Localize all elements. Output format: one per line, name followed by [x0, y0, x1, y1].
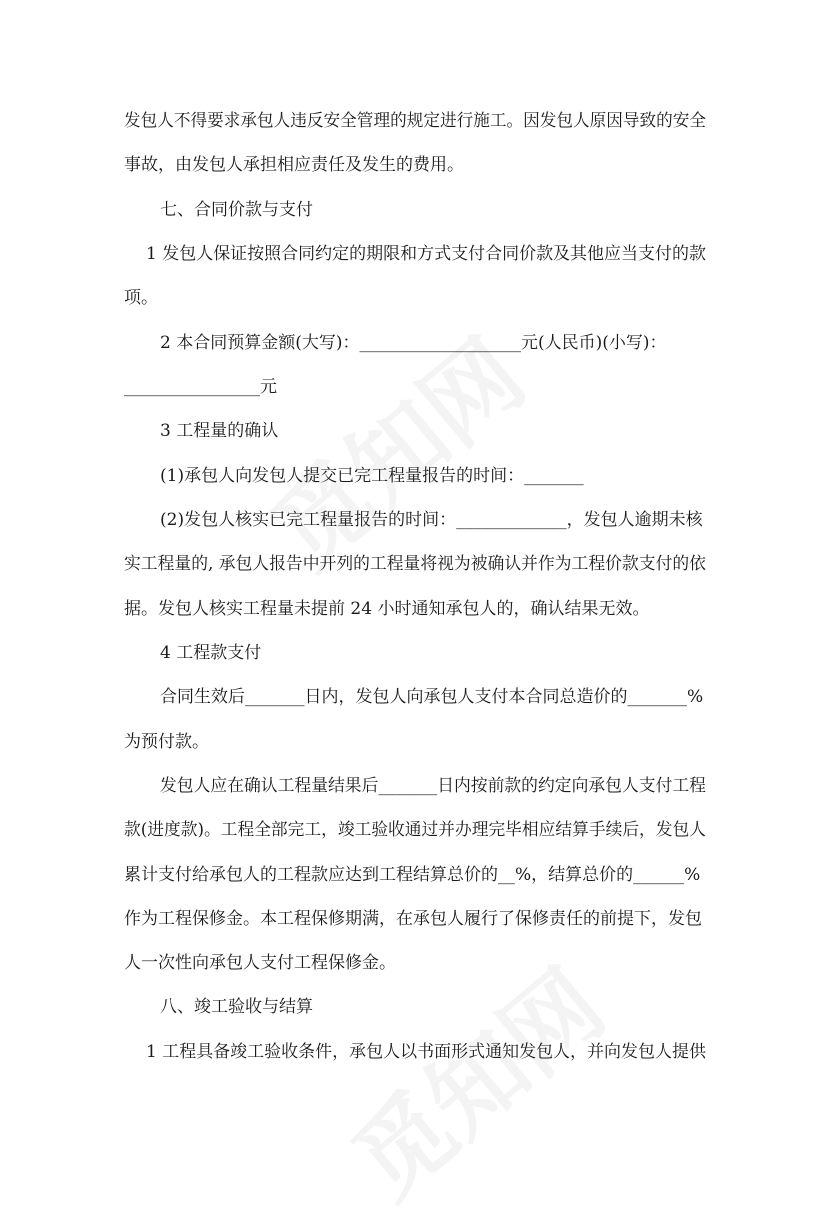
paragraph-line	[0, 549, 830, 579]
paragraph-line	[0, 328, 830, 358]
line-text: ________________元	[124, 377, 277, 397]
subsection-heading	[0, 416, 830, 446]
paragraph-line	[0, 771, 830, 801]
line-text: 发包人应在确认工程量结果后_______日内按前款的约定向承包人支付工程	[160, 776, 706, 796]
heading-text: 七、合同价款与支付	[160, 200, 313, 220]
paragraph-line	[0, 682, 830, 712]
line-text: 为预付款。	[124, 732, 209, 752]
section-heading	[0, 992, 830, 1022]
line-text: 事故，由发包人承担相应责任及发生的费用。	[124, 155, 464, 175]
paragraph-line	[0, 904, 830, 934]
line-text: 发包人不得要求承包人违反安全管理的规定进行施工。因发包人原因导致的安全	[124, 111, 707, 131]
line-text: 款(进度款)。工程全部完工，竣工验收通过并办理完毕相应结算手续后，发包人	[124, 820, 706, 840]
paragraph-line	[0, 505, 830, 535]
line-text: 2 本合同预算金额(大写)：___________________元(人民币)(小写)：	[160, 333, 667, 353]
subsection-heading	[0, 638, 830, 668]
paragraph-line	[0, 106, 830, 136]
paragraph-line	[0, 239, 830, 269]
line-text: (2)发包人核实已完工程量报告的时间：_____________，发包人逾期未核	[160, 510, 703, 530]
line-text: 合同生效后_______日内，发包人向承包人支付本合同总造价的_______%	[160, 687, 704, 707]
section-heading	[0, 195, 830, 225]
paragraph-line	[0, 860, 830, 890]
paragraph-line	[0, 150, 830, 180]
line-text: 据。发包人核实工程量未提前 24 小时通知承包人的，确认结果无效。	[124, 599, 650, 619]
line-text: (1)承包人向发包人提交已完工程量报告的时间：_______	[160, 466, 584, 486]
line-text: 1 工程具备竣工验收条件，承包人以书面形式通知发包人，并向发包人提供	[146, 1042, 706, 1062]
heading-text: 4 工程款支付	[160, 643, 262, 663]
paragraph-line	[0, 594, 830, 624]
paragraph-line	[0, 372, 830, 402]
line-text: 累计支付给承包人的工程款应达到工程结算总价的__%，结算总价的______%	[124, 865, 701, 885]
paragraph-line	[0, 283, 830, 313]
paragraph-line	[0, 1037, 830, 1067]
line-text: 人一次性向承包人支付工程保修金。	[124, 953, 396, 973]
line-text: 项。	[124, 288, 158, 308]
line-text: 1 发包人保证按照合同约定的期限和方式支付合同价款及其他应当支付的款	[146, 244, 706, 264]
heading-text: 八、竣工验收与结算	[160, 997, 313, 1017]
paragraph-line	[0, 461, 830, 491]
paragraph-line	[0, 948, 830, 978]
line-text: 实工程量的, 承包人报告中开列的工程量将视为被确认并作为工程价款支付的依	[124, 554, 706, 574]
line-text: 作为工程保修金。本工程保修期满，在承包人履行了保修责任的前提下，发包	[124, 909, 702, 929]
paragraph-line	[0, 815, 830, 845]
paragraph-line	[0, 727, 830, 757]
heading-text: 3 工程量的确认	[160, 421, 279, 441]
